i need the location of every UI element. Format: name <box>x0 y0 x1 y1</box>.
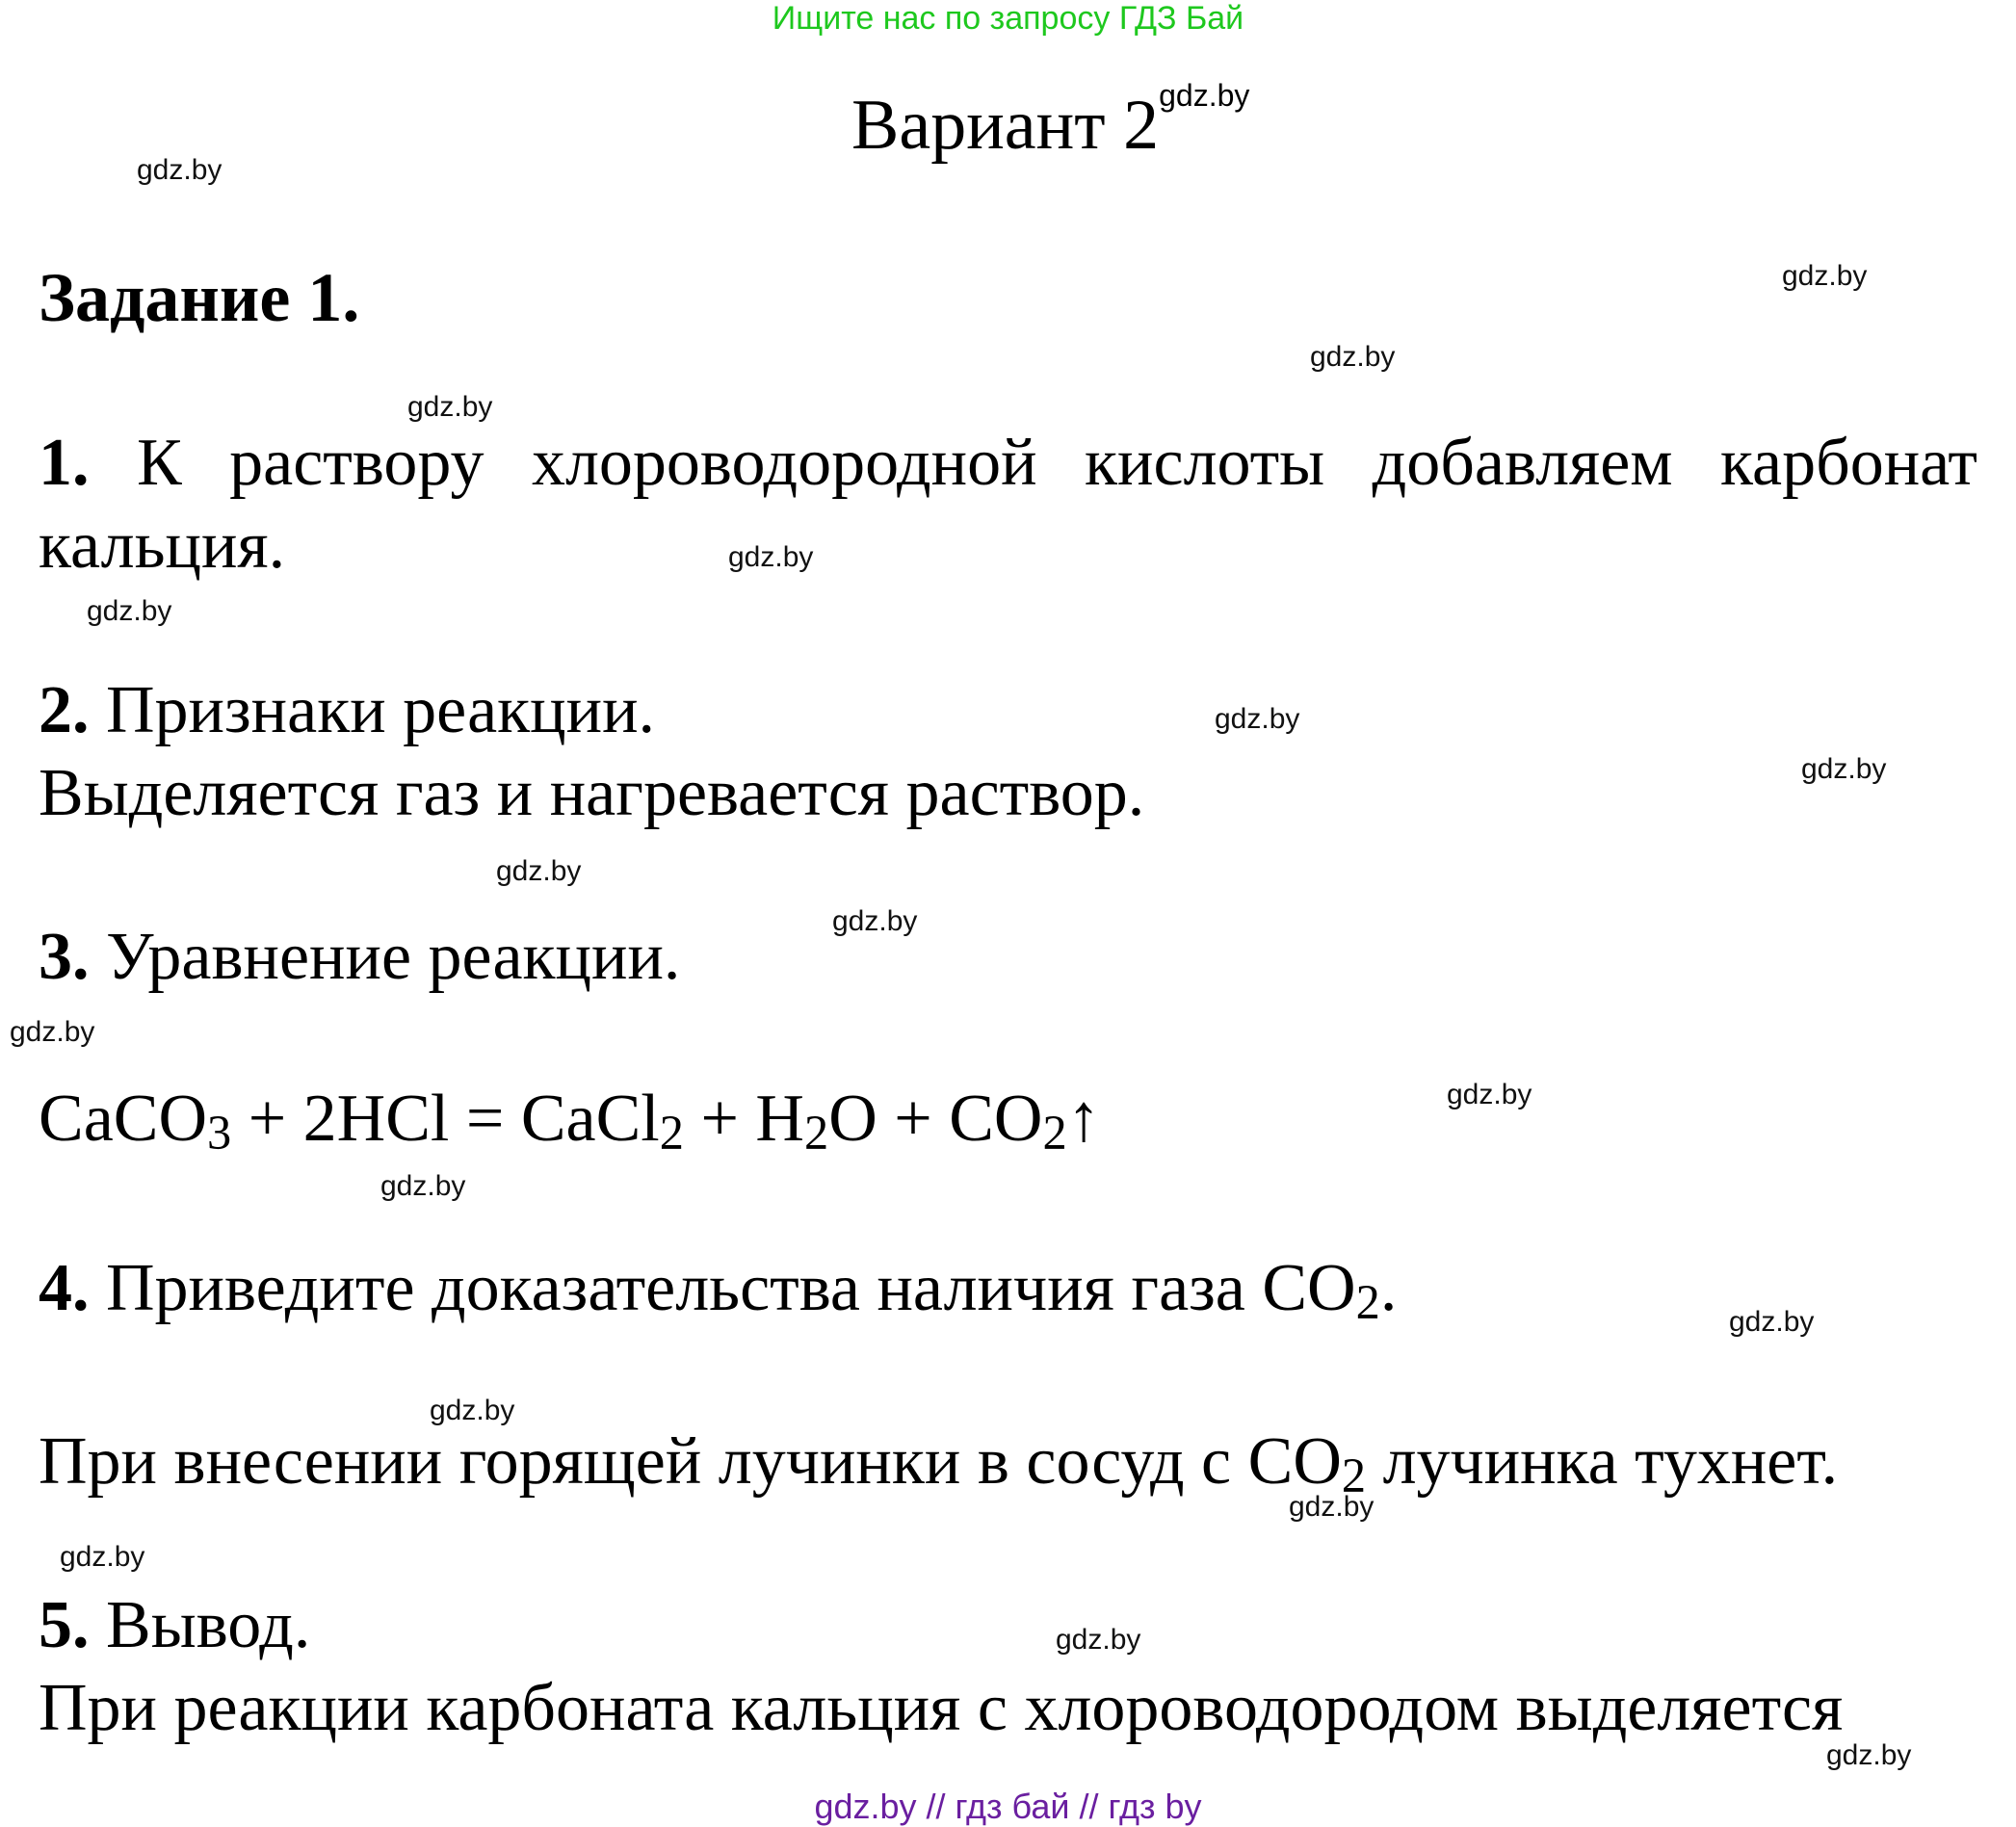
title-watermark: gdz.by <box>1159 78 1250 113</box>
eq-part: + H <box>683 1082 804 1156</box>
eq-subscript: 3 <box>207 1106 232 1161</box>
page-title <box>851 78 1250 167</box>
co2-subscript: 2 <box>1355 1275 1380 1330</box>
watermark: gdz.by <box>1289 1491 1375 1523</box>
watermark: gdz.by <box>1215 703 1300 735</box>
watermark: gdz.by <box>832 905 918 937</box>
watermark: gdz.by <box>60 1541 145 1573</box>
item-3 <box>39 919 680 996</box>
proof-text: При внесении горящей лучинки в сосуд с CO <box>39 1424 1342 1499</box>
item-2-number: 2. <box>39 673 90 747</box>
eq-subscript: 2 <box>803 1106 829 1161</box>
watermark: gdz.by <box>380 1170 466 1202</box>
eq-part: + 2HCl = CaCl <box>231 1082 660 1156</box>
watermark: gdz.by <box>87 595 172 627</box>
site-banner: Ищите нас по запросу ГДЗ Бай <box>772 0 1244 37</box>
item-4 <box>39 1250 1398 1330</box>
eq-subscript: 2 <box>659 1106 684 1161</box>
item-3-number: 3. <box>39 920 90 994</box>
footer-links: gdz.by // гдз бай // гдз by <box>814 1787 1202 1826</box>
eq-subscript: 2 <box>1042 1106 1067 1161</box>
watermark: gdz.by <box>728 541 814 573</box>
item-2-answer: Выделяется газ и нагревается раствор. <box>39 756 1145 830</box>
reaction-equation <box>39 1081 1101 1161</box>
proof-answer <box>39 1423 1838 1501</box>
watermark: gdz.by <box>1447 1079 1532 1110</box>
watermark: gdz.by <box>407 391 493 423</box>
gas-arrow: ↑ <box>1066 1082 1101 1156</box>
item-4-tail: . <box>1379 1251 1398 1325</box>
item-4-text: Приведите доказательства наличия газа CO <box>106 1251 1356 1325</box>
watermark: gdz.by <box>1801 753 1887 785</box>
watermark: gdz.by <box>496 855 582 887</box>
watermark: gdz.by <box>1782 260 1868 292</box>
item-1 <box>39 422 1977 587</box>
item-5-text: Вывод. <box>106 1588 311 1662</box>
item-5-answer: При реакции карбоната кальция с хлороводородом выделяется <box>39 1671 1844 1745</box>
item-5 <box>39 1587 310 1664</box>
page-title-text: Вариант 2 <box>851 86 1160 165</box>
item-4-number: 4. <box>39 1251 90 1325</box>
item-2-text: Признаки реакции. <box>106 673 656 747</box>
eq-part: CaCO <box>39 1082 207 1156</box>
watermark: gdz.by <box>1729 1306 1815 1338</box>
watermark: gdz.by <box>1310 341 1396 373</box>
item-5-number: 5. <box>39 1588 90 1662</box>
item-3-text: Уравнение реакции. <box>106 920 681 994</box>
item-2 <box>39 672 655 749</box>
proof-text-end: лучинка тухнет. <box>1366 1424 1839 1499</box>
watermark: gdz.by <box>137 154 223 186</box>
watermark: gdz.by <box>1826 1739 1912 1771</box>
eq-part: O + CO <box>828 1082 1043 1156</box>
task-heading: Задание 1. <box>39 259 360 336</box>
item-1-number: 1. <box>39 426 90 500</box>
watermark: gdz.by <box>430 1395 515 1426</box>
watermark: gdz.by <box>10 1016 95 1048</box>
proof-subscript: 2 <box>1341 1449 1367 1503</box>
watermark: gdz.by <box>1056 1624 1141 1656</box>
item-1-text: К раствору хлороводородной кислоты добавляем карбонат кальция. <box>39 426 1978 583</box>
